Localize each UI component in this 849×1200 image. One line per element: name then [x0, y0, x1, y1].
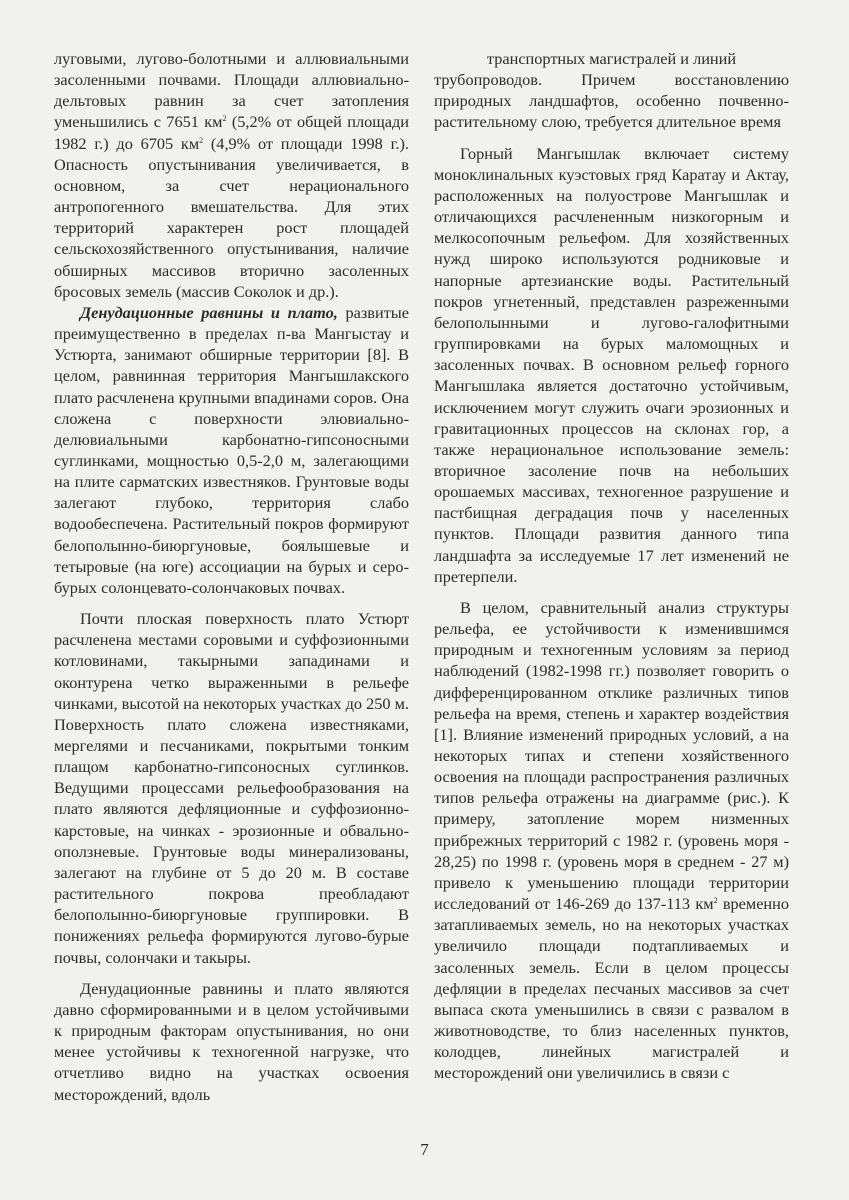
right-paragraph-1-first-line: транспортных магистралей и линий: [486, 49, 737, 68]
section-heading: Денудационные равнины и плато,: [80, 302, 338, 322]
text-run: В целом, сравнительный анализ структуры рельефа, ее устойчивости к изменившимся природным и техногенным условиям за период наблюдений (1982-1998 гг.) позволяет говорить о дифференцированном отклике различных типов рельефа на время, степень и характер воздействия [1]. Влияние изменений природных условий, а на некоторых типах и степени хозяйственного освоения на площади распространения различных типов рельефа отражены на диаграмме (рис.). К примеру, затопление морем низменных прибрежных территорий с 1982 г. (уровень моря - 28,25) по 1998 г. (уровень моря в среднем - 27 м) привело к уменьшению площади территории исследований от 146-269 до 137-113 км: [434, 597, 789, 914]
left-column: [54, 48, 409, 1105]
superscript: 2: [713, 896, 718, 906]
superscript: 2: [199, 135, 204, 145]
left-paragraph-3: Почти плоская поверхность плато Устюрт расчленена местами соровыми и суффозионными котловинами, такырными западинами и оконтурена четко выраженными в рельефе чинками, высотой на некоторых участках до 250 м. Поверхность плато сложена известняками, мергелями и песчаниками, покрытыми тонким плащом карбонатно-гипсоносных суглинков. Ведущими процессами рельефообразования на плато являются дефляционные и суффозионно-карстовые, на чинках - эрозионные и обвально-оползневые. Грунтовые воды минерализованы, залегают на глубине от 5 до 20 м. В составе растительного покрова преобладают белополынно-биюргуновые группировки. В понижениях рельефа формируются лугово-бурые почвы, солончаки и такыры.: [54, 609, 409, 967]
right-paragraph-2: Горный Мангышлак включает систему моноклинальных куэстовых гряд Каратау и Актау, расположенных на полуострове Мангышлак и отличающихся расчлененным низкогорным и мелкосопочным рельефом. Для хозяйственных нужд широко используются родниковые и напорные артезианские воды. Растительный покров угнетенный, представлен разреженными белополынными и лугово-галофитными группировками на бурых маломощных и засоленных почвах. В основном рельеф горного Мангышлака является достаточно устойчивым, исключением могут служить очаги эрозионных и гравитационных процессов на склонах гор, а также нерациональное использование земель: вторичное засоление почв на небольших орошаемых массивах, техногенное разрушение и пастбищная деградация почв у населенных пунктов. Площади развития данного типа ландшафта за исследуемые 17 лет изменений не претерпели.: [434, 143, 789, 586]
right-column: [434, 48, 789, 1084]
superscript: 2: [222, 114, 227, 124]
text-run: луговыми, лугово-болотными и аллювиальными засоленными почвами. Площади аллювиально-дельтовых равнин за счет затопления уменьшились с 7651 км: [54, 49, 409, 132]
left-paragraph-4: Денудационные равнины и плато являются давно сформированными и в целом устойчивыми к природным факторам опустынивания, но они менее устойчивы к техногенной нагрузке, что отчетливо видно на участках освоения месторождений, вдоль: [54, 978, 409, 1104]
text-run: (4,9% от площади 1998 г.). Опасность опустынивания увеличивается, в основном, за счет нерационального антропогенного вмешательства. Для этих территорий характерен рост площадей сельскохозяйственного опустынивания, наличие обширных массивов вторично засоленных бросовых земель (массив Соколок и др.).: [54, 133, 409, 301]
text-run: временно затапливаемых земель, но на некоторых участках увеличило площади подтапливаемых и засоленных земель. Если в целом процессы дефляции в пределах песчаных массивов за счет выпаса скота уменьшились в связи с развалом в животноводстве, то близ населенных пунктов, колодцев, линейных магистралей и месторождений они увеличились в связи с: [434, 894, 789, 1083]
right-paragraph-1: трубопроводов. Причем восстановлению природных ландшафтов, особенно почвенно-растительному слою, требуется длительное время: [434, 70, 789, 132]
page-number: 7: [420, 1140, 429, 1159]
right-paragraph-3: [434, 597, 789, 1084]
text-run: (5,2% от общей площади 1982 г.) до 6705 км: [54, 112, 409, 153]
left-paragraph-2: [54, 302, 409, 598]
left-paragraph-1: [54, 48, 409, 302]
text-run: развитые преимущественно в пределах п-ва Мангыстау и Устюрта, занимают обширные территории [8]. В целом, равнинная территория Мангышлакского плато расчленена крупными впадинами соров. Она сложена с поверхности элювиально-делювиальными карбонатно-гипсоносными суглинками, мощностью 0,5-2,0 м, залегающими на плите сарматских известняков. Грунтовые воды залегают глубоко, территория слабо водообеспечена. Растительный покров формируют белополынно-биюргуновые, боялышевые и тетыровые (на юге) ассоциации на бурых и серо-бурых солонцевато-солончаковых почвах.: [54, 302, 409, 597]
